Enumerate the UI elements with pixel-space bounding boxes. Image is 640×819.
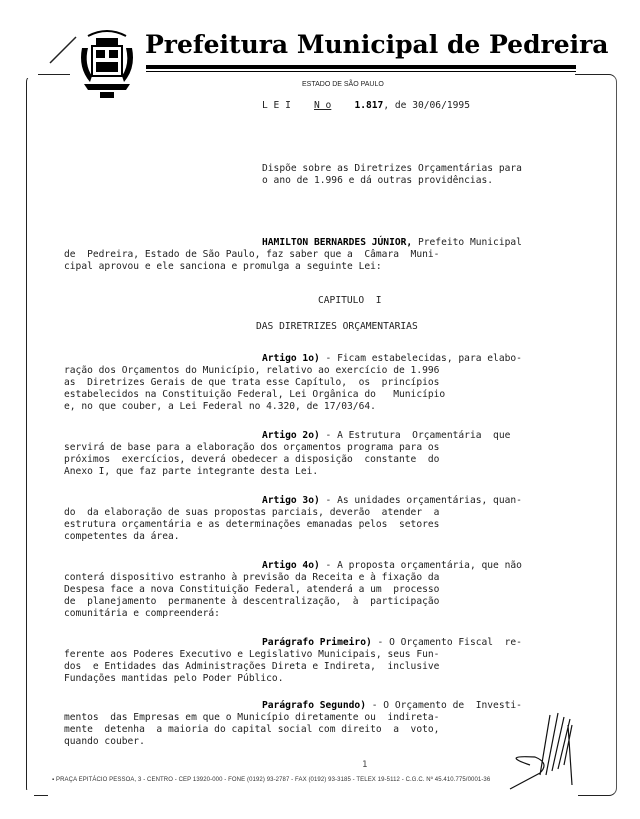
article-label: Artigo 4o) bbox=[262, 560, 320, 571]
article-line: competentes da área. bbox=[64, 531, 180, 542]
article-line: mentos das Empresas em que o Município diretamente ou indireta- bbox=[64, 712, 440, 723]
law-date: , de 30/06/1995 bbox=[383, 100, 470, 111]
article-line: comunitária e compreenderá: bbox=[64, 608, 220, 619]
article-line: de planejamento permanente à descentralização, à participação bbox=[64, 596, 440, 607]
footer-address: PRAÇA EPITÁCIO PESSOA, 3 - CENTRO - CEP 13920-000 - FONE (0192) 93-2787 - FAX (0192) 93-3185 - TELEX 19-5112 - C.G.C. Nº 45.410.775/0001-36 bbox=[56, 777, 491, 783]
page-number: 1 bbox=[362, 760, 368, 770]
mayor-name: HAMILTON BERNARDES JÚNIOR, bbox=[262, 237, 413, 248]
article-line: Fundações mantidas pelo Poder Público. bbox=[64, 673, 284, 684]
chapter-title: DAS DIRETRIZES ORÇAMENTARIAS bbox=[256, 321, 418, 332]
article-first-line bbox=[262, 495, 522, 507]
law-prefix: L E I bbox=[262, 100, 291, 111]
article-label: Artigo 1o) bbox=[262, 353, 320, 364]
article-line: do da elaboração de suas propostas parciais, deverão atender a bbox=[64, 507, 440, 518]
article-text: - A Estrutura Orçamentária que bbox=[319, 430, 511, 441]
intro-line bbox=[262, 237, 522, 249]
article-text: - Ficam estabelecidas, para elabo- bbox=[319, 353, 522, 364]
title-rule-thin bbox=[146, 71, 576, 72]
letterhead-subtitle: ESTADO DE SÃO PAULO bbox=[302, 81, 384, 88]
article-line: dos e Entidades das Administrações Direta e Indireta, inclusive bbox=[64, 661, 440, 672]
article-text: - O Orçamento de Investi- bbox=[365, 700, 522, 711]
article-text: - A proposta orçamentária, que não bbox=[319, 560, 522, 571]
article-line: e, no que couber, a Lei Federal no 4.320, de 17/03/64. bbox=[64, 401, 376, 412]
article-line: estrutura orçamentária e as determinações emanadas pelos setores bbox=[64, 519, 440, 530]
intro-text: Prefeito Municipal bbox=[412, 237, 522, 248]
article-first-line bbox=[262, 560, 522, 572]
municipal-crest-logo bbox=[78, 28, 136, 104]
title-rule-thick bbox=[146, 65, 576, 69]
letterhead-footer: ▪ PRAÇA EPITÁCIO PESSOA, 3 - CENTRO - CEP 13920-000 - FONE (0192) 93-2787 - FAX (0192) 93-3185 - TELEX 19-5112 - C.G.C. Nº 45.410.775/0001-36 bbox=[52, 777, 491, 783]
article-line: Despesa face a nova Constituição Federal, atenderá a um processo bbox=[64, 584, 440, 595]
intro-line: cipal aprovou e ele sanciona e promulga a seguinte Lei: bbox=[64, 261, 382, 272]
law-heading bbox=[262, 100, 470, 112]
summary-line: o ano de 1.996 e dá outras providências. bbox=[262, 175, 494, 186]
article-line: mente detenha a maioria do capital social com direito a voto, bbox=[64, 724, 440, 735]
law-number-label: N o bbox=[314, 100, 332, 111]
article-line: Anexo I, que faz parte integrante desta Lei. bbox=[64, 466, 319, 477]
intro-line: de Pedreira, Estado de São Paulo, faz saber que a Câmara Muni- bbox=[64, 249, 440, 260]
article-label: Artigo 2o) bbox=[262, 430, 320, 441]
letterhead-title: Prefeitura Municipal de Pedreira bbox=[145, 30, 609, 59]
article-line: quando couber. bbox=[64, 736, 145, 747]
summary-line: Dispõe sobre as Diretrizes Orçamentárias para bbox=[262, 163, 522, 174]
article-label: Artigo 3o) bbox=[262, 495, 320, 506]
law-number: 1.817 bbox=[354, 100, 384, 111]
article-first-line bbox=[262, 430, 510, 442]
article-line: conterá dispositivo estranho à previsão da Receita e à fixação da bbox=[64, 572, 440, 583]
article-first-line bbox=[262, 637, 522, 649]
article-label: Parágrafo Primeiro) bbox=[262, 637, 372, 648]
article-line: estabelecidos na Constituição Federal, Lei Orgânica do Município bbox=[64, 389, 446, 400]
article-first-line bbox=[262, 353, 522, 365]
article-label: Parágrafo Segundo) bbox=[262, 700, 366, 711]
article-line: as Diretrizes Gerais de que trata esse Capítulo, os princípios bbox=[64, 377, 440, 388]
chapter-heading: CAPITULO I bbox=[318, 295, 382, 306]
article-line: ração dos Orçamentos do Município, relativo ao exercício de 1.996 bbox=[64, 365, 440, 376]
article-text: - O Orçamento Fiscal re- bbox=[371, 637, 522, 648]
article-line: próximos exercícios, deverá obedecer a disposição constante do bbox=[64, 454, 440, 465]
article-text: - As unidades orçamentárias, quan- bbox=[319, 495, 522, 506]
article-line: ferente aos Poderes Executivo e Legislativo Municipais, seus Fun- bbox=[64, 649, 440, 660]
article-line: servirá de base para a elaboração dos orçamentos programa para os bbox=[64, 442, 440, 453]
pen-stroke-mark bbox=[48, 35, 78, 65]
